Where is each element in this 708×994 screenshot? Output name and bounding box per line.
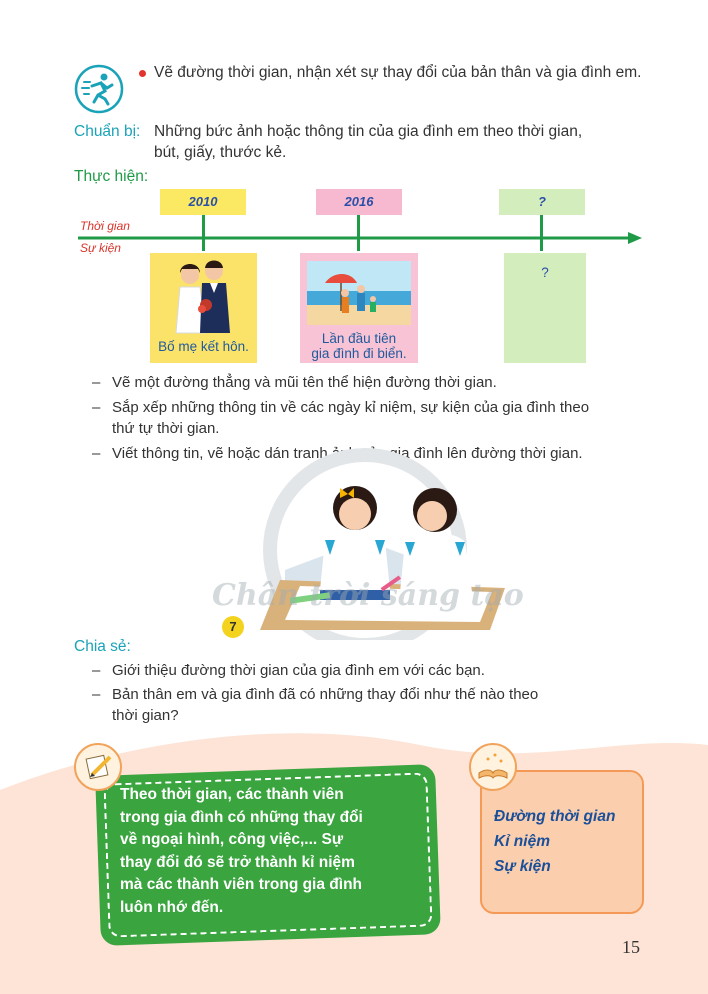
keywords-list	[494, 804, 639, 879]
intro-text: Vẽ đường thời gian, nhận xét sự thay đổi của bản thân và gia đình em.	[154, 64, 642, 81]
perform-label: Thực hiện:	[74, 168, 149, 185]
step-3: – Viết thông tin, vẽ hoặc dán tranh ảnh của gia đình lên đường thời gian.	[92, 443, 652, 464]
beach-family-illustration	[307, 261, 411, 325]
summary-line-6: luôn nhớ đến.	[120, 898, 224, 916]
summary-text	[120, 784, 430, 919]
share-item-1-text: Giới thiệu đường thời gian của gia đình em với các bạn.	[112, 662, 485, 679]
row-label-time: Thời gian	[80, 219, 130, 233]
girls-drawing-illustration	[240, 480, 510, 640]
figure-number-badge: 7	[222, 616, 244, 638]
event-unknown-caption: ?	[541, 265, 549, 280]
activity-icon	[74, 64, 124, 114]
watermark-text: Chân trời sáng tạo	[212, 578, 524, 613]
open-book-icon	[469, 743, 517, 791]
share-item-2-text-2: thời gian?	[112, 707, 179, 724]
row-label-event: Sự kiện	[80, 241, 121, 255]
event-wedding	[150, 253, 257, 363]
event-beach-caption-2: gia đình đi biển.	[311, 346, 407, 361]
keyword-3: Sự kiện	[494, 858, 551, 875]
step-1-text: Vẽ một đường thẳng và mũi tên thể hiện đường thời gian.	[112, 374, 497, 391]
keyword-2: Kỉ niệm	[494, 833, 550, 850]
event-beach-caption-1: Lần đầu tiên	[321, 331, 397, 346]
summary-line-2: trong gia đình có những thay đổi	[120, 808, 363, 826]
step-2-text-2: thứ tự thời gian.	[112, 420, 220, 437]
share-item-2-text-1: Bản thân em và gia đình đã có những thay đổi như thế nào theo	[112, 686, 539, 703]
event-beach	[300, 253, 418, 363]
year-box-2016: 2016	[316, 189, 402, 215]
summary-line-1: Theo thời gian, các thành viên	[120, 786, 344, 803]
share-label: Chia sẻ:	[74, 638, 131, 655]
summary-line-4: thay đổi đó sẽ trở thành kỉ niệm	[120, 853, 355, 871]
timeline-tick-1	[202, 215, 205, 251]
prep-text-line1: Những bức ảnh hoặc thông tin của gia đình em theo thời gian,	[154, 123, 583, 140]
prep-label: Chuẩn bị:	[74, 123, 141, 140]
bullet-dot	[139, 70, 146, 77]
year-box-unknown: ?	[499, 189, 585, 215]
keyword-1: Đường thời gian	[494, 808, 616, 825]
share-item-2: – Bản thân em và gia đình đã có những thay đổi như thế nào theo thời gian?	[92, 684, 652, 726]
page-number: 15	[622, 937, 640, 957]
event-unknown	[504, 253, 586, 363]
step-2-text-1: Sắp xếp những thông tin về các ngày kỉ niệm, sự kiện của gia đình theo	[112, 399, 590, 416]
wedding-couple-illustration	[150, 253, 257, 335]
step-1: – Vẽ một đường thẳng và mũi tên thể hiện đường thời gian.	[92, 372, 652, 393]
step-3-text: Viết thông tin, vẽ hoặc dán tranh ảnh của gia đình lên đường thời gian.	[112, 445, 583, 462]
share-item-1: – Giới thiệu đường thời gian của gia đình em với các bạn.	[92, 660, 652, 681]
year-box-2010: 2010	[160, 189, 246, 215]
event-wedding-caption: Bố mẹ kết hôn.	[158, 339, 249, 354]
prep-text-line2: bút, giấy, thước kẻ.	[154, 144, 287, 161]
timeline-arrow	[78, 231, 644, 245]
timeline-tick-2	[357, 215, 360, 251]
timeline-tick-3	[540, 215, 543, 251]
summary-line-3: về ngoại hình, công việc,... Sự	[120, 831, 344, 848]
step-2: – Sắp xếp những thông tin về các ngày kỉ niệm, sự kiện của gia đình theo thứ tự thời gian.	[92, 397, 652, 439]
summary-line-5: mà các thành viên trong gia đình	[120, 876, 363, 893]
note-pencil-icon	[74, 743, 122, 791]
